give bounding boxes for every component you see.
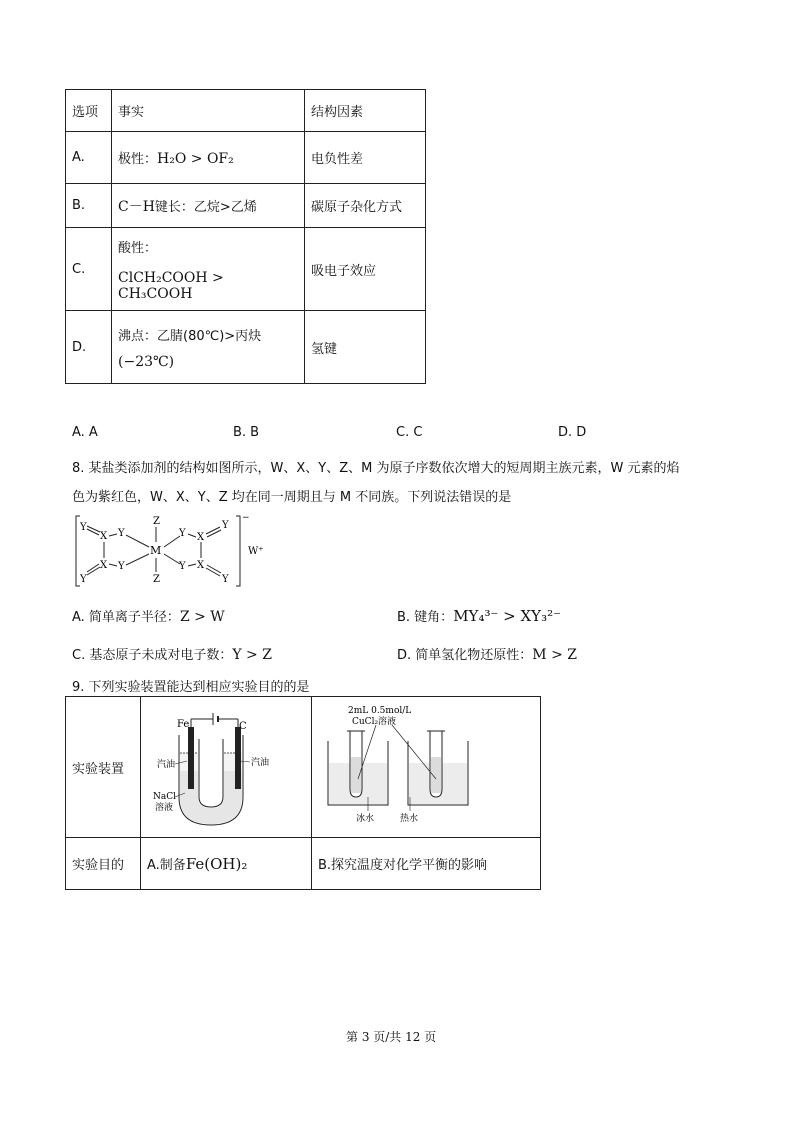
- svg-text:X: X: [197, 560, 205, 571]
- electrode-fe-label: Fe: [177, 719, 190, 730]
- svg-text:Y: Y: [179, 561, 186, 572]
- svg-text:X: X: [100, 531, 108, 542]
- q8-choice-c-formula: Y > Z: [232, 647, 272, 663]
- q8-choice-a-formula: Z > W: [179, 609, 225, 625]
- row-b-fact: [112, 184, 305, 228]
- q8-stem-line1: 8. 某盐类添加剂的结构如图所示，W、X、Y、Z、M 为原子序数依次增大的短周期主族元素，W 元素的焰: [72, 461, 680, 476]
- row-b-option: B.: [66, 184, 112, 228]
- row-d-fact-prefix: 沸点：乙腈(80℃)>丙炔: [118, 328, 262, 344]
- q9-purpose-a: [141, 838, 312, 890]
- charge-minus: −: [242, 513, 250, 523]
- svg-text:Z: Z: [153, 516, 160, 527]
- q8-choice-c[interactable]: C. 基态原子未成对电子数：Y > Z: [72, 647, 272, 663]
- svg-text:Y: Y: [118, 528, 125, 539]
- row-b-fact-formula: C－H: [118, 198, 155, 215]
- svg-text:X: X: [100, 560, 108, 571]
- q9-purpose-b: B.探究温度对化学平衡的影响: [312, 838, 541, 890]
- reagent-concentration-label: 2mL 0.5mol/L: [348, 706, 412, 716]
- svg-text:Y: Y: [80, 522, 87, 533]
- purpose-a-prefix: A.制备: [147, 858, 186, 873]
- nacl-label: NaCl: [153, 792, 177, 802]
- q8-choice-b-formula: MY₄³⁻ > XY₃²⁻: [453, 607, 562, 625]
- svg-text:X: X: [197, 532, 205, 543]
- oil-right-label: 汽油: [251, 758, 270, 768]
- q9-table: [65, 696, 541, 890]
- row-d-factor: 氢键: [305, 311, 426, 384]
- row-a-factor: 电负性差: [305, 132, 426, 184]
- svg-text:Z: Z: [153, 574, 160, 585]
- q7-choice-c[interactable]: C. C: [396, 425, 423, 440]
- electrode-c-label: C: [239, 721, 247, 732]
- row-c-option: C.: [66, 228, 112, 311]
- q9-apparatus-b: [312, 697, 541, 838]
- row-a-fact-prefix: 极性：: [118, 152, 158, 167]
- hot-water-label: 热水: [400, 814, 419, 824]
- header-factor: 结构因素: [305, 90, 426, 132]
- q7-choice-a[interactable]: A. A: [72, 425, 98, 440]
- row-c-fact-formula: ClCH₂COOH > CH₃COOH: [118, 269, 224, 302]
- row-c-factor: 吸电子效应: [305, 228, 426, 311]
- row-a-fact: [112, 132, 305, 184]
- svg-text:Y: Y: [222, 520, 229, 531]
- ice-water-label: 冰水: [356, 814, 375, 824]
- q8-choice-a[interactable]: A. 简单离子半径：Z > W: [72, 609, 225, 625]
- q7-table: [65, 89, 426, 384]
- q8-choice-d-formula: M > Z: [532, 647, 577, 663]
- temperature-equilibrium-diagram: [312, 697, 532, 833]
- header-option: 选项: [66, 90, 112, 132]
- svg-text:Y: Y: [80, 574, 87, 585]
- row-c-fact-prefix: 酸性：: [118, 240, 158, 256]
- q8-structure-diagram: [72, 512, 272, 592]
- counter-ion-w: W⁺: [248, 546, 264, 557]
- header-fact: 事实: [112, 90, 305, 132]
- svg-text:Y: Y: [222, 574, 229, 585]
- electrolysis-apparatus-diagram: [141, 697, 311, 833]
- row-d-fact-suffix: (−23℃): [118, 353, 175, 370]
- row-b-fact-suffix: 键长：乙烷>乙烯: [154, 199, 257, 215]
- q9-row-label-purpose: 实验目的: [66, 838, 141, 890]
- q9-apparatus-a: [141, 697, 312, 838]
- row-b-factor: 碳原子杂化方式: [305, 184, 426, 228]
- svg-text:Y: Y: [179, 528, 186, 539]
- q8-choice-b[interactable]: B. 键角：MY₄³⁻ > XY₃²⁻: [397, 607, 562, 625]
- row-d-fact: [112, 311, 305, 384]
- q8-choice-d[interactable]: D. 简单氢化物还原性：M > Z: [397, 647, 577, 663]
- q9-stem: 9. 下列实验装置能达到相应实验目的的是: [72, 680, 310, 695]
- purpose-a-formula: Fe(OH)₂: [185, 855, 248, 873]
- q7-choice-d[interactable]: D. D: [558, 425, 587, 440]
- page-footer: 第 3 页/共 12 页: [346, 1030, 437, 1044]
- svg-text:M: M: [150, 544, 162, 557]
- q8-stem-line2: 色为紫红色，W、X、Y、Z 均在同一周期且与 M 不同族。下列说法错误的是: [72, 490, 512, 505]
- q7-choice-b[interactable]: B. B: [233, 425, 260, 440]
- row-c-fact: [112, 228, 305, 311]
- row-d-option: D.: [66, 311, 112, 384]
- oil-left-label: 汽油: [157, 760, 176, 770]
- q9-row-label-apparatus: 实验装置: [66, 697, 141, 838]
- solution-label: 溶液: [155, 803, 174, 813]
- row-a-fact-formula: H₂O > OF₂: [157, 151, 234, 167]
- svg-text:Y: Y: [118, 561, 125, 572]
- reagent-name-label: CuCl₂溶液: [352, 717, 397, 727]
- row-a-option: A.: [66, 132, 112, 184]
